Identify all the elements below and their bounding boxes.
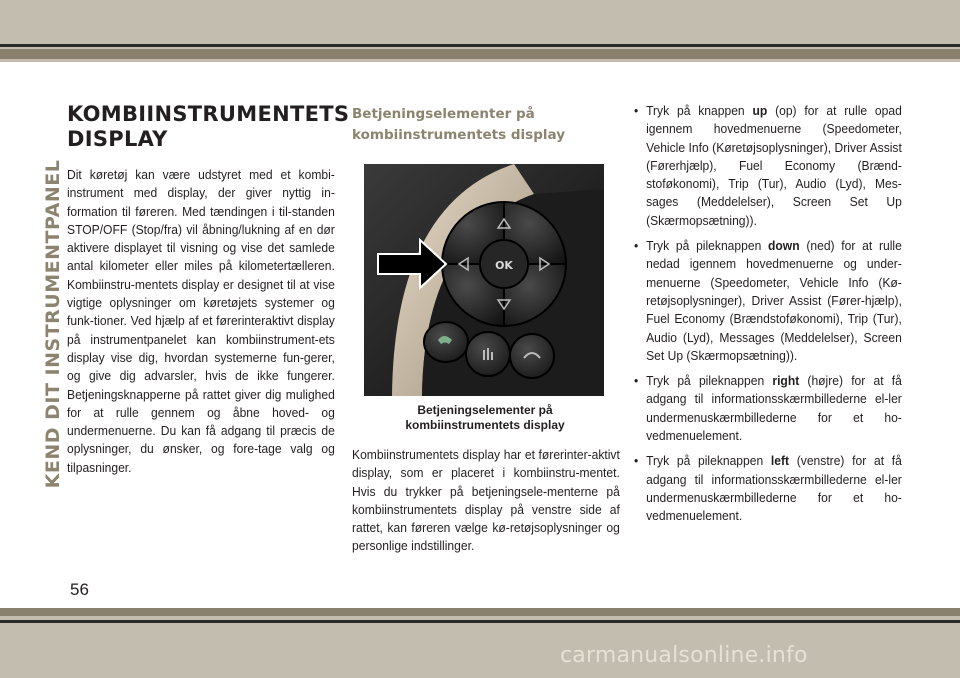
top-rule: [0, 44, 960, 47]
bullet-dot: •: [634, 373, 639, 389]
button-functions-column: [634, 102, 902, 533]
section-side-tab: [27, 102, 64, 572]
subheading-line-2: kombiinstrumentets display: [352, 127, 565, 143]
subheading-line-1: Betjeningselementer på: [352, 106, 535, 122]
top-bar: [0, 49, 960, 59]
bullet-dot: •: [634, 103, 639, 118]
caption-line-2: kombiinstrumentets display: [405, 418, 565, 432]
photo-caption: [352, 403, 618, 433]
page-title: [67, 102, 350, 152]
bullet-left: [634, 452, 902, 525]
bullet-up: [634, 102, 902, 230]
bottom-decorative-band: [0, 608, 960, 678]
bullet-text: Tryk på pileknappen: [646, 238, 769, 254]
controls-paragraph: Kombiinstrumentets display har et førerinter-aktivt display, som er placeret i kombiinstru-mentet. Hvis du trykker på betjeningsele-menterne på kombiinstrumentets display på venstre side af rattet, kan føreren vælge kø-retøjsoplysninger og personlige indstillinger.: [352, 447, 620, 554]
bullet-text: (højre) for at få adgang til informationsskærmbillederne el-ler undermenuskærmbillederne for et ho-vedmenuelement.: [646, 373, 902, 444]
bullet-keyword: left: [770, 453, 790, 469]
bullet-text: (op) for at rulle opad igennem hovedmenuerne (Speedometer, Vehicle Info (Køretøjsoplysninger), Driver Assist (Førerhjælp), Fuel Economy (Brænd-stoføkonomi), Trip (Tur), Audio (Lyd), Mes-sages (Meddelelser), Screen Set Up (Skærmopsætning)).: [646, 103, 902, 228]
bullet-text: (venstre) for at få adgang til informationsskærmbillederne el-ler undermenuskærmbillederne for et ho-vedmenuelement.: [646, 453, 902, 524]
steering-wheel-controls-photo: [364, 164, 604, 396]
intro-column: [67, 102, 350, 477]
title-line-2: DISPLAY: [67, 127, 168, 151]
section-subheading: [352, 104, 618, 146]
ok-button-label: OK: [495, 259, 513, 272]
side-tab-label: KEND DIT INSTRUMENTPANEL: [42, 159, 64, 489]
bullet-text: Tryk på pileknappen: [646, 373, 773, 389]
bullet-right: [634, 372, 902, 445]
intro-paragraph: Dit køretøj kan være udstyret med et kombi-instrument med display, der giver nyttig in-formation til føreren. Med tændingen i til-standen STOP/OFF (Stop/fra) vil åbning/lukning af en dør aktivere displayet til visning og vise det samlede antal kilometer eller miles på kilometertælleren. Kombiinstru-mentets display er designet til at vise vigtige oplysninger om køretøjets systemer og funk-tioner. Ved hjælp af et førerinteraktivt display på instrumentpanelet kan kombiinstrument-ets display vise dig, hvordan systemerne fun-gerer, og give dig advarsler, hvis de ikke fungerer. Betjeningsknapperne på rattet giver dig mulighed for at rulle gennem og åbne hoved- og undermenuerne. Du kan få adgang til præcis de oplysninger, du ønsker, og fore-tage valg og tilpasninger.: [67, 167, 335, 475]
bullet-keyword: up: [752, 103, 768, 118]
caption-line-1: Betjeningselementer på: [417, 403, 553, 417]
bullet-down: [634, 237, 902, 365]
bullet-keyword: right: [772, 373, 800, 389]
bullet-text: Tryk på pileknappen: [646, 453, 771, 469]
bullet-keyword: down: [768, 238, 800, 254]
bullet-dot: •: [634, 453, 639, 469]
direction-pad: [442, 202, 566, 326]
bullet-text: (ned) for at rulle nedad igennem hovedmenuerne og under-menuerne (Speedometer, Vehicle Info (Kø-retøjsoplysninger), Driver Assist (Fører-hjælp), Fuel Economy (Brændstoføkonomi), Trip (Tur), Audio (Lyd), Messages (Meddelelser), Screen Set Up (Skærmopsætning)).: [646, 238, 902, 363]
top-decorative-band: [0, 0, 960, 62]
bullet-text: Tryk på knappen: [646, 103, 753, 118]
bottom-rule: [0, 620, 960, 623]
page-number: 56: [70, 580, 89, 599]
watermark: carmanualsonline.info: [560, 643, 808, 668]
bottom-bar: [0, 608, 960, 616]
bullet-dot: •: [634, 238, 639, 254]
title-line-1: KOMBIINSTRUMENTETS: [67, 102, 350, 126]
